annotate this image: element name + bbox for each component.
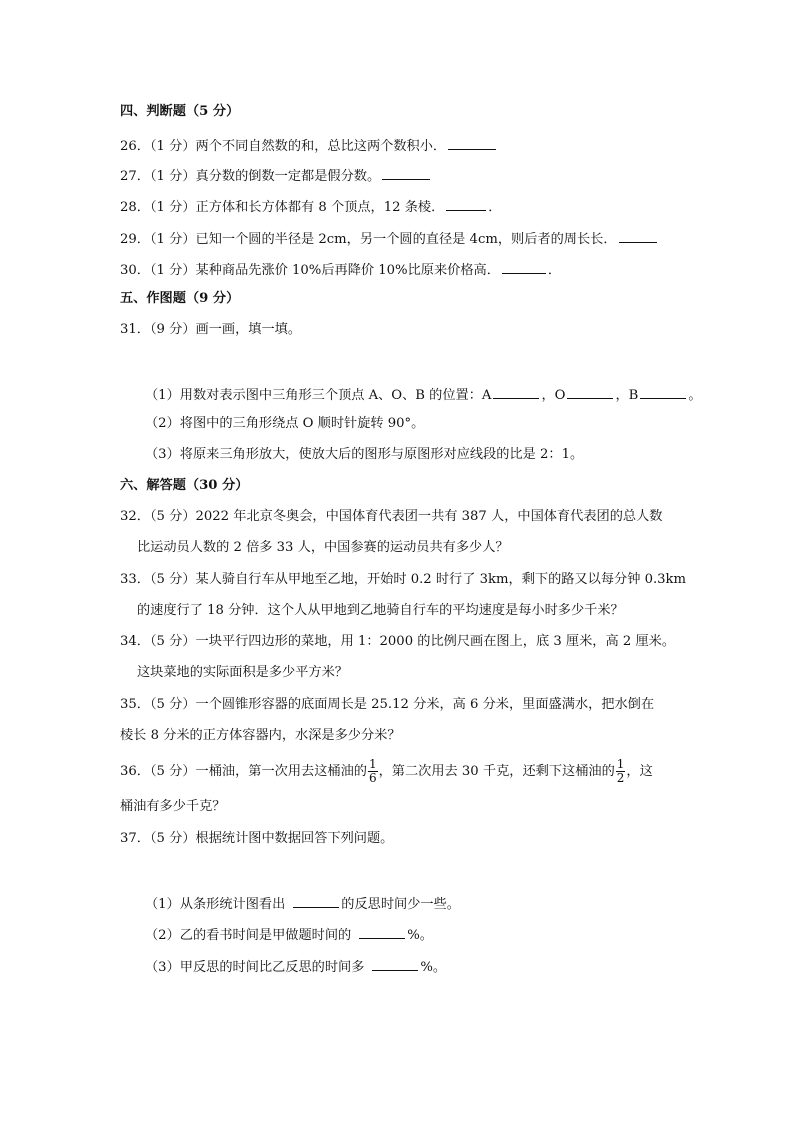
answer-blank-29[interactable]	[619, 228, 657, 243]
question-35-line-1: 35．（5 分）一个圆锥形容器的底面周长是 25.12 分米，高 6 分米，里面盛满水，把水倒在	[120, 697, 655, 712]
fraction-2-denominator: 2	[616, 771, 625, 785]
question-33-line-1: 33．（5 分）某人骑自行车从甲地至乙地，开始时 0.2 时行了 3km，剩下的路又以每分钟 0.3km	[120, 572, 687, 587]
q31-sub1-text-d: 。	[688, 388, 702, 403]
q36-text-b: ，第二次用去 30 千克，还剩下这桶油的	[378, 764, 615, 779]
answer-blank-31-b[interactable]	[640, 384, 686, 399]
question-30-text: 30．（1 分）某种商品先涨价 10%后再降价 10%比原来价格高．	[120, 263, 500, 278]
question-28-text: 28．（1 分）正方体和长方体都有 8 个顶点，12 条棱．	[120, 200, 445, 215]
question-26	[120, 135, 498, 156]
question-30-end: ．	[547, 263, 562, 278]
question-31-sub-1	[145, 384, 702, 405]
fraction-1-denominator: 6	[368, 771, 377, 785]
fraction-one-sixth	[368, 758, 378, 785]
q31-sub1-text-c: ，B	[615, 388, 639, 403]
question-36-line-1	[120, 758, 653, 785]
q31-sub1-text-a: （1）用数对表示图中三角形三个顶点 A、O、B 的位置：A	[145, 388, 492, 403]
section-4-title: 四、判断题（5 分）	[120, 104, 240, 119]
answer-blank-31-a[interactable]	[493, 384, 539, 399]
q31-sub1-text-b: ，O	[541, 388, 566, 403]
question-34-line-1: 34．（5 分）一块平行四边形的菜地，用 1：2000 的比例尺画在图上，底 3 厘米，高 2 厘米。	[120, 634, 676, 649]
question-35-line-2: 棱长 8 分米的正方体容器内，水深是多少分米？	[120, 728, 401, 743]
answer-blank-37-2[interactable]	[359, 924, 405, 939]
question-32-line-2: 比运动员人数的 2 倍多 33 人，中国参赛的运动员共有多少人？	[137, 540, 509, 555]
answer-blank-30[interactable]	[502, 259, 546, 274]
question-31-sub-2: （2）将图中的三角形绕点 O 顺时针旋转 90°。	[145, 416, 425, 431]
q37-sub1-text-b: 的反思时间少一些。	[341, 897, 460, 912]
question-28-end: ．	[488, 200, 502, 215]
q37-sub3-text-a: （3）甲反思的时间比乙反思的时间多	[145, 960, 365, 975]
q37-sub1-text-a: （1）从条形统计图看出	[145, 897, 286, 912]
question-29-text: 29．（1 分）已知一个圆的半径是 2cm，另一个圆的直径是 4cm，则后者的周长长．	[120, 232, 617, 247]
question-36-line-2: 桶油有多少千克？	[120, 799, 226, 814]
question-37-sub-1	[145, 893, 460, 914]
question-30	[120, 259, 561, 280]
q36-text-c: ，这	[626, 764, 653, 779]
q37-sub2-text-b: %。	[407, 928, 433, 943]
fraction-1-numerator: 1	[368, 757, 377, 771]
fraction-one-half	[616, 758, 626, 785]
question-37: 37．（5 分）根据统计图中数据回答下列问题。	[120, 831, 394, 846]
question-28	[120, 196, 501, 217]
answer-blank-26[interactable]	[448, 135, 496, 150]
answer-blank-28[interactable]	[446, 196, 486, 211]
question-31-sub-3: （3）将原来三角形放大，使放大后的图形与原图形对应线段的比是 2：1。	[145, 447, 584, 462]
q37-sub2-text-a: （2）乙的看书时间是甲做题时间的	[145, 928, 352, 943]
question-33-line-2: 的速度行了 18 分钟．这个人从甲地到乙地骑自行车的平均速度是每小时多少千米？	[137, 603, 624, 618]
answer-blank-27[interactable]	[382, 165, 430, 180]
answer-blank-37-3[interactable]	[372, 956, 418, 971]
q36-text-a: 36．（5 分）一桶油，第一次用去这桶油的	[120, 764, 367, 779]
section-6-title: 六、解答题（30 分）	[120, 478, 249, 493]
question-32-line-1: 32．（5 分）2022 年北京冬奥会，中国体育代表团一共有 387 人，中国体育代表团的总人数	[120, 509, 663, 524]
answer-blank-37-1[interactable]	[293, 893, 339, 908]
question-26-text: 26．（1 分）两个不同自然数的和，总比这两个数积小．	[120, 139, 447, 154]
fraction-2-numerator: 1	[616, 757, 625, 771]
question-34-line-2: 这块菜地的实际面积是多少平方米？	[137, 665, 348, 680]
question-29	[120, 228, 659, 249]
question-37-sub-3	[145, 956, 446, 977]
question-31: 31．（9 分）画一画，填一填。	[120, 322, 302, 337]
question-27	[120, 165, 432, 186]
q37-sub3-text-b: %。	[420, 960, 447, 975]
answer-blank-31-o[interactable]	[567, 384, 613, 399]
question-37-sub-2	[145, 924, 433, 945]
question-27-text: 27．（1 分）真分数的倒数一定都是假分数。	[120, 169, 381, 184]
section-5-title: 五、作图题（9 分）	[120, 291, 240, 306]
